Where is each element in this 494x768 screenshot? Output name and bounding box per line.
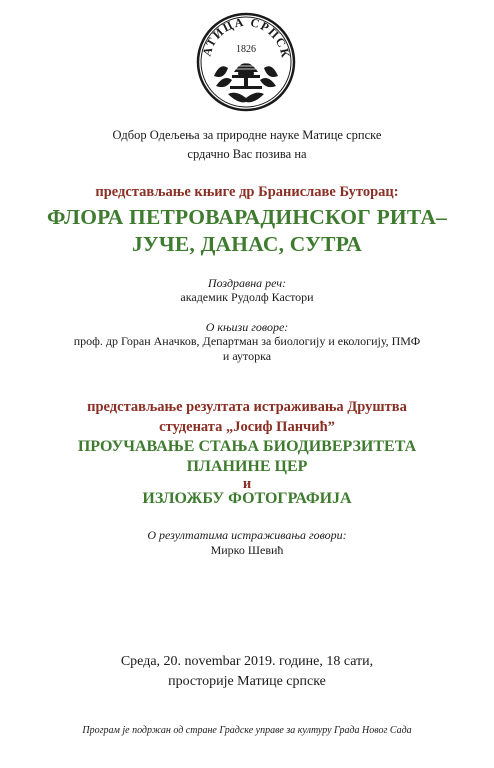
book-speakers-line-1: проф. др Горан Аначков, Департман за биологију и екологију, ПМФ (73, 334, 421, 348)
svg-text:МАТИЦА СРПСКА: АТИЦА СРПСК (199, 14, 294, 61)
event-venue: просторије Матице српске (168, 674, 326, 689)
logo-seal-icon (194, 10, 298, 114)
exhibition-title: ИЗЛОЖБУ ФОТОГРАФИЈА (142, 490, 352, 507)
conjunction: и (242, 476, 252, 492)
research-lead-line-1: представљање резултата истраживања Друштва (87, 399, 407, 415)
matica-srpska-logo (194, 10, 298, 114)
intro-line-2: срдачно Вас позива на (187, 147, 307, 161)
greeting-role: Поздравна реч: (207, 276, 287, 290)
event-date: Среда, 20. novembar 2019. године, 18 сати, (120, 654, 374, 669)
research-lead-line-2: студената „Јосиф Панчић” (159, 419, 335, 435)
book-presentation-lead: представљање књиге др Браниславе Буторац: (95, 184, 399, 200)
book-speakers-line-2: и ауторка (222, 349, 272, 363)
svg-text:1826: 1826 (236, 44, 256, 55)
research-title (0, 437, 494, 477)
intro-line-1: Одбор Одељења за природне науке Матице српске (112, 128, 382, 142)
intro-text (0, 126, 494, 164)
research-title-line-1: ПРОУЧАВАЊЕ СТАЊА БИОДИВЕРЗИТЕТА (77, 438, 417, 455)
research-presentation-lead (0, 397, 494, 437)
research-title-line-2: ПЛАНИНЕ ЦЕР (186, 458, 308, 475)
book-speakers (0, 334, 494, 364)
research-speaker: Мирко Шевић (210, 543, 284, 557)
book-title-line-1: ФЛОРА ПЕТРОВАРАДИНСКОГ РИТА– (46, 205, 448, 229)
book-speakers-role: О књизи говоре: (205, 320, 289, 334)
date-and-venue (0, 652, 494, 692)
research-speaker-role: О резултатима истраживања говори: (147, 528, 347, 542)
greeting-person: академик Рудолф Кастори (180, 290, 314, 304)
sponsor-footnote: Програм је подржан од стране Градске управе за културу Града Новог Сада (82, 725, 412, 736)
book-title-line-2: ЈУЧЕ, ДАНАС, СУТРА (131, 232, 363, 256)
book-title (0, 204, 494, 258)
